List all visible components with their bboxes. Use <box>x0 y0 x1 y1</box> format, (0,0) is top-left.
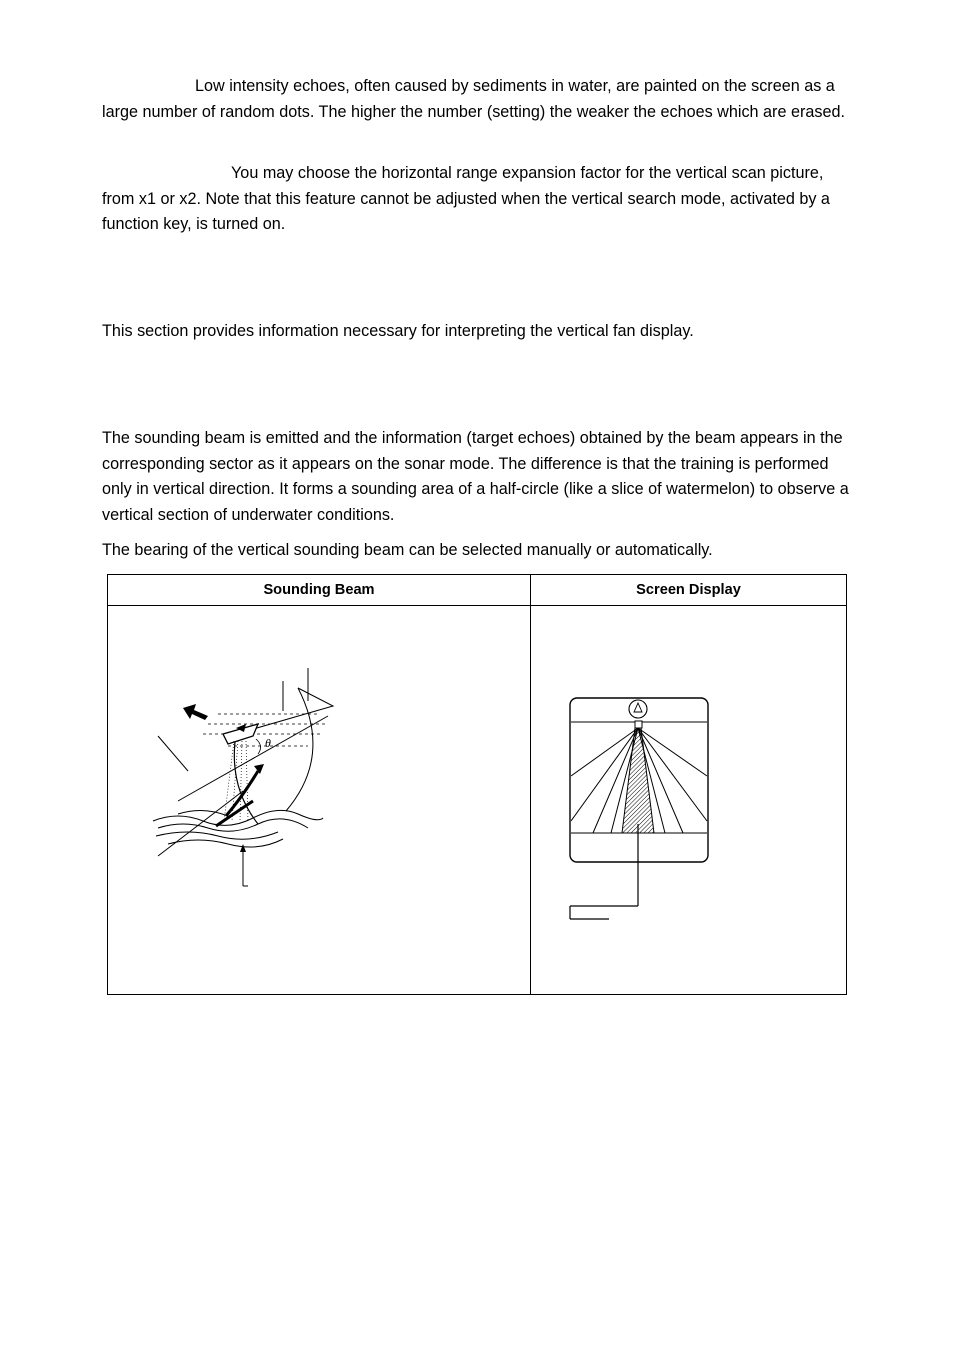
expansion-paragraph: You may choose the horizontal range expansion factor for the vertical scan picture, from x1 or x2. Note that this feature cannot be adjusted when the vertical search mode, activated by a function key, is turned on. <box>102 164 830 234</box>
header-screen-display: Screen Display <box>531 575 847 606</box>
interference-paragraph: Low intensity echoes, often caused by sediments in water, are painted on the screen as a large number of random dots. The higher the number (setting) the weaker the echoes which are erased. <box>102 77 845 121</box>
screen-display-illustration <box>531 606 847 994</box>
sounding-beam-paragraph: The sounding beam is emitted and the information (target echoes) obtained by the beam appears in the corresponding sector as it appears on the sonar mode. The difference is that the training is performed only in vertical direction. It forms a sounding area of a half-circle (like a slice of watermelon) to observe a vertical section of underwater conditions. <box>102 429 849 524</box>
direction-arrow-icon <box>183 704 208 720</box>
angle-theta-label: θ <box>265 736 271 750</box>
bearing-paragraph: The bearing of the vertical sounding beam can be selected manually or automatically. <box>102 541 713 559</box>
header-sounding-beam: Sounding Beam <box>108 575 531 606</box>
fan-right-arc <box>286 688 313 811</box>
beam-table <box>107 574 847 995</box>
sounding-beam-dots <box>224 741 248 821</box>
screen-display-cell <box>531 606 847 995</box>
sounding-beam-illustration <box>108 606 530 994</box>
sounding-beam-cell <box>108 606 531 995</box>
seabed-contours <box>153 810 323 847</box>
section-intro-paragraph: This section provides information necessary for interpreting the vertical fan display. <box>102 322 694 340</box>
